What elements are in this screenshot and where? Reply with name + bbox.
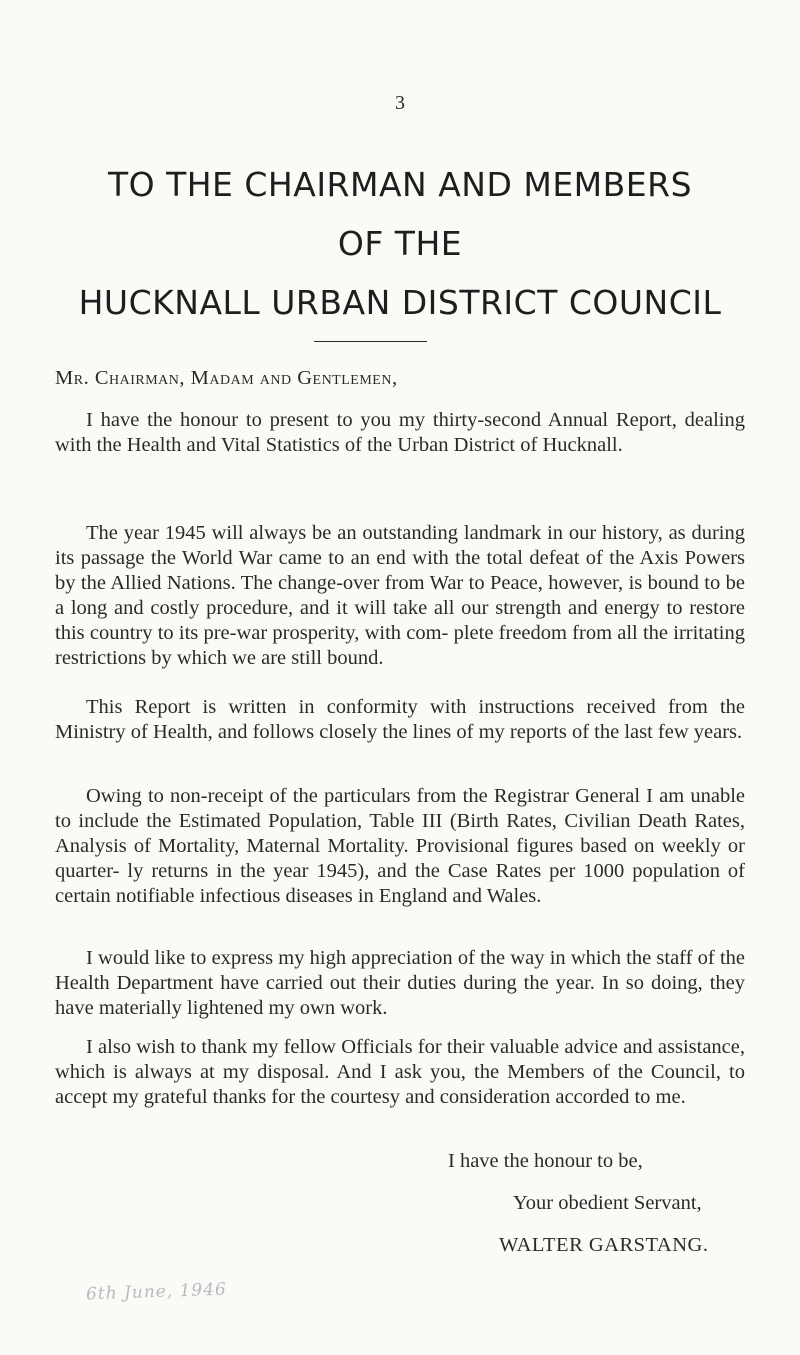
handwritten-date-note: 6th June, 1946 <box>85 1279 228 1305</box>
closing-line-1: I have the honour to be, <box>448 1150 643 1172</box>
paragraph-6: I also wish to thank my fellow Officials for their valuable advice and assistance, which is always at my disposal. And I ask you, the Members of the Council, to accept my grateful thanks for the courtesy and consideration accorded to me. <box>55 1036 745 1108</box>
paragraph-4: Owing to non-receipt of the particulars from the Registrar General I am unable to include the Estimated Population, Table III (Birth Rates, Civilian Death Rates, Analysis of Mortality, Maternal Mortality. Provisional figures based on weekly or quarter- ly returns in the year 1945), and the Case Rates per 1000 population of certain notifiable infectious diseases in England and Wales. <box>55 785 745 907</box>
salutation: Mr. Chairman, Madam and Gentlemen, <box>55 367 398 389</box>
paragraph-1: I have the honour to present to you my thirty-second Annual Report, dealing with the Health and Vital Statistics of the Urban District of Hucknall. <box>55 409 745 456</box>
heading-line-1: TO THE CHAIRMAN AND MEMBERS <box>107 165 693 204</box>
paragraph-3: This Report is written in conformity with instructions received from the Ministry of Health, and follows closely the lines of my reports of the last few years. <box>55 696 745 743</box>
closing-line-2: Your obedient Servant, <box>513 1192 702 1214</box>
page-number: 3 <box>395 92 405 114</box>
heading-line-3: HUCKNALL URBAN DISTRICT COUNCIL <box>78 283 722 322</box>
paragraph-5: I would like to express my high appreciation of the way in which the staff of the Health Department have carried out their duties during the year. In so doing, they have materially lightened my own work. <box>55 947 745 1019</box>
paragraph-2: The year 1945 will always be an outstanding landmark in our history, as during its passage the World War came to an end with the total defeat of the Axis Powers by the Allied Nations. The change-over from War to Peace, however, is bound to be a long and costly procedure, and it will take all our strength and energy to restore this country to its pre-war prosperity, with com- plete freedom from all the irritating restrictions by which we are still bound. <box>55 522 745 669</box>
heading-line-2: OF THE <box>337 224 463 263</box>
signature: WALTER GARSTANG. <box>499 1234 709 1256</box>
divider-rule <box>314 341 427 342</box>
